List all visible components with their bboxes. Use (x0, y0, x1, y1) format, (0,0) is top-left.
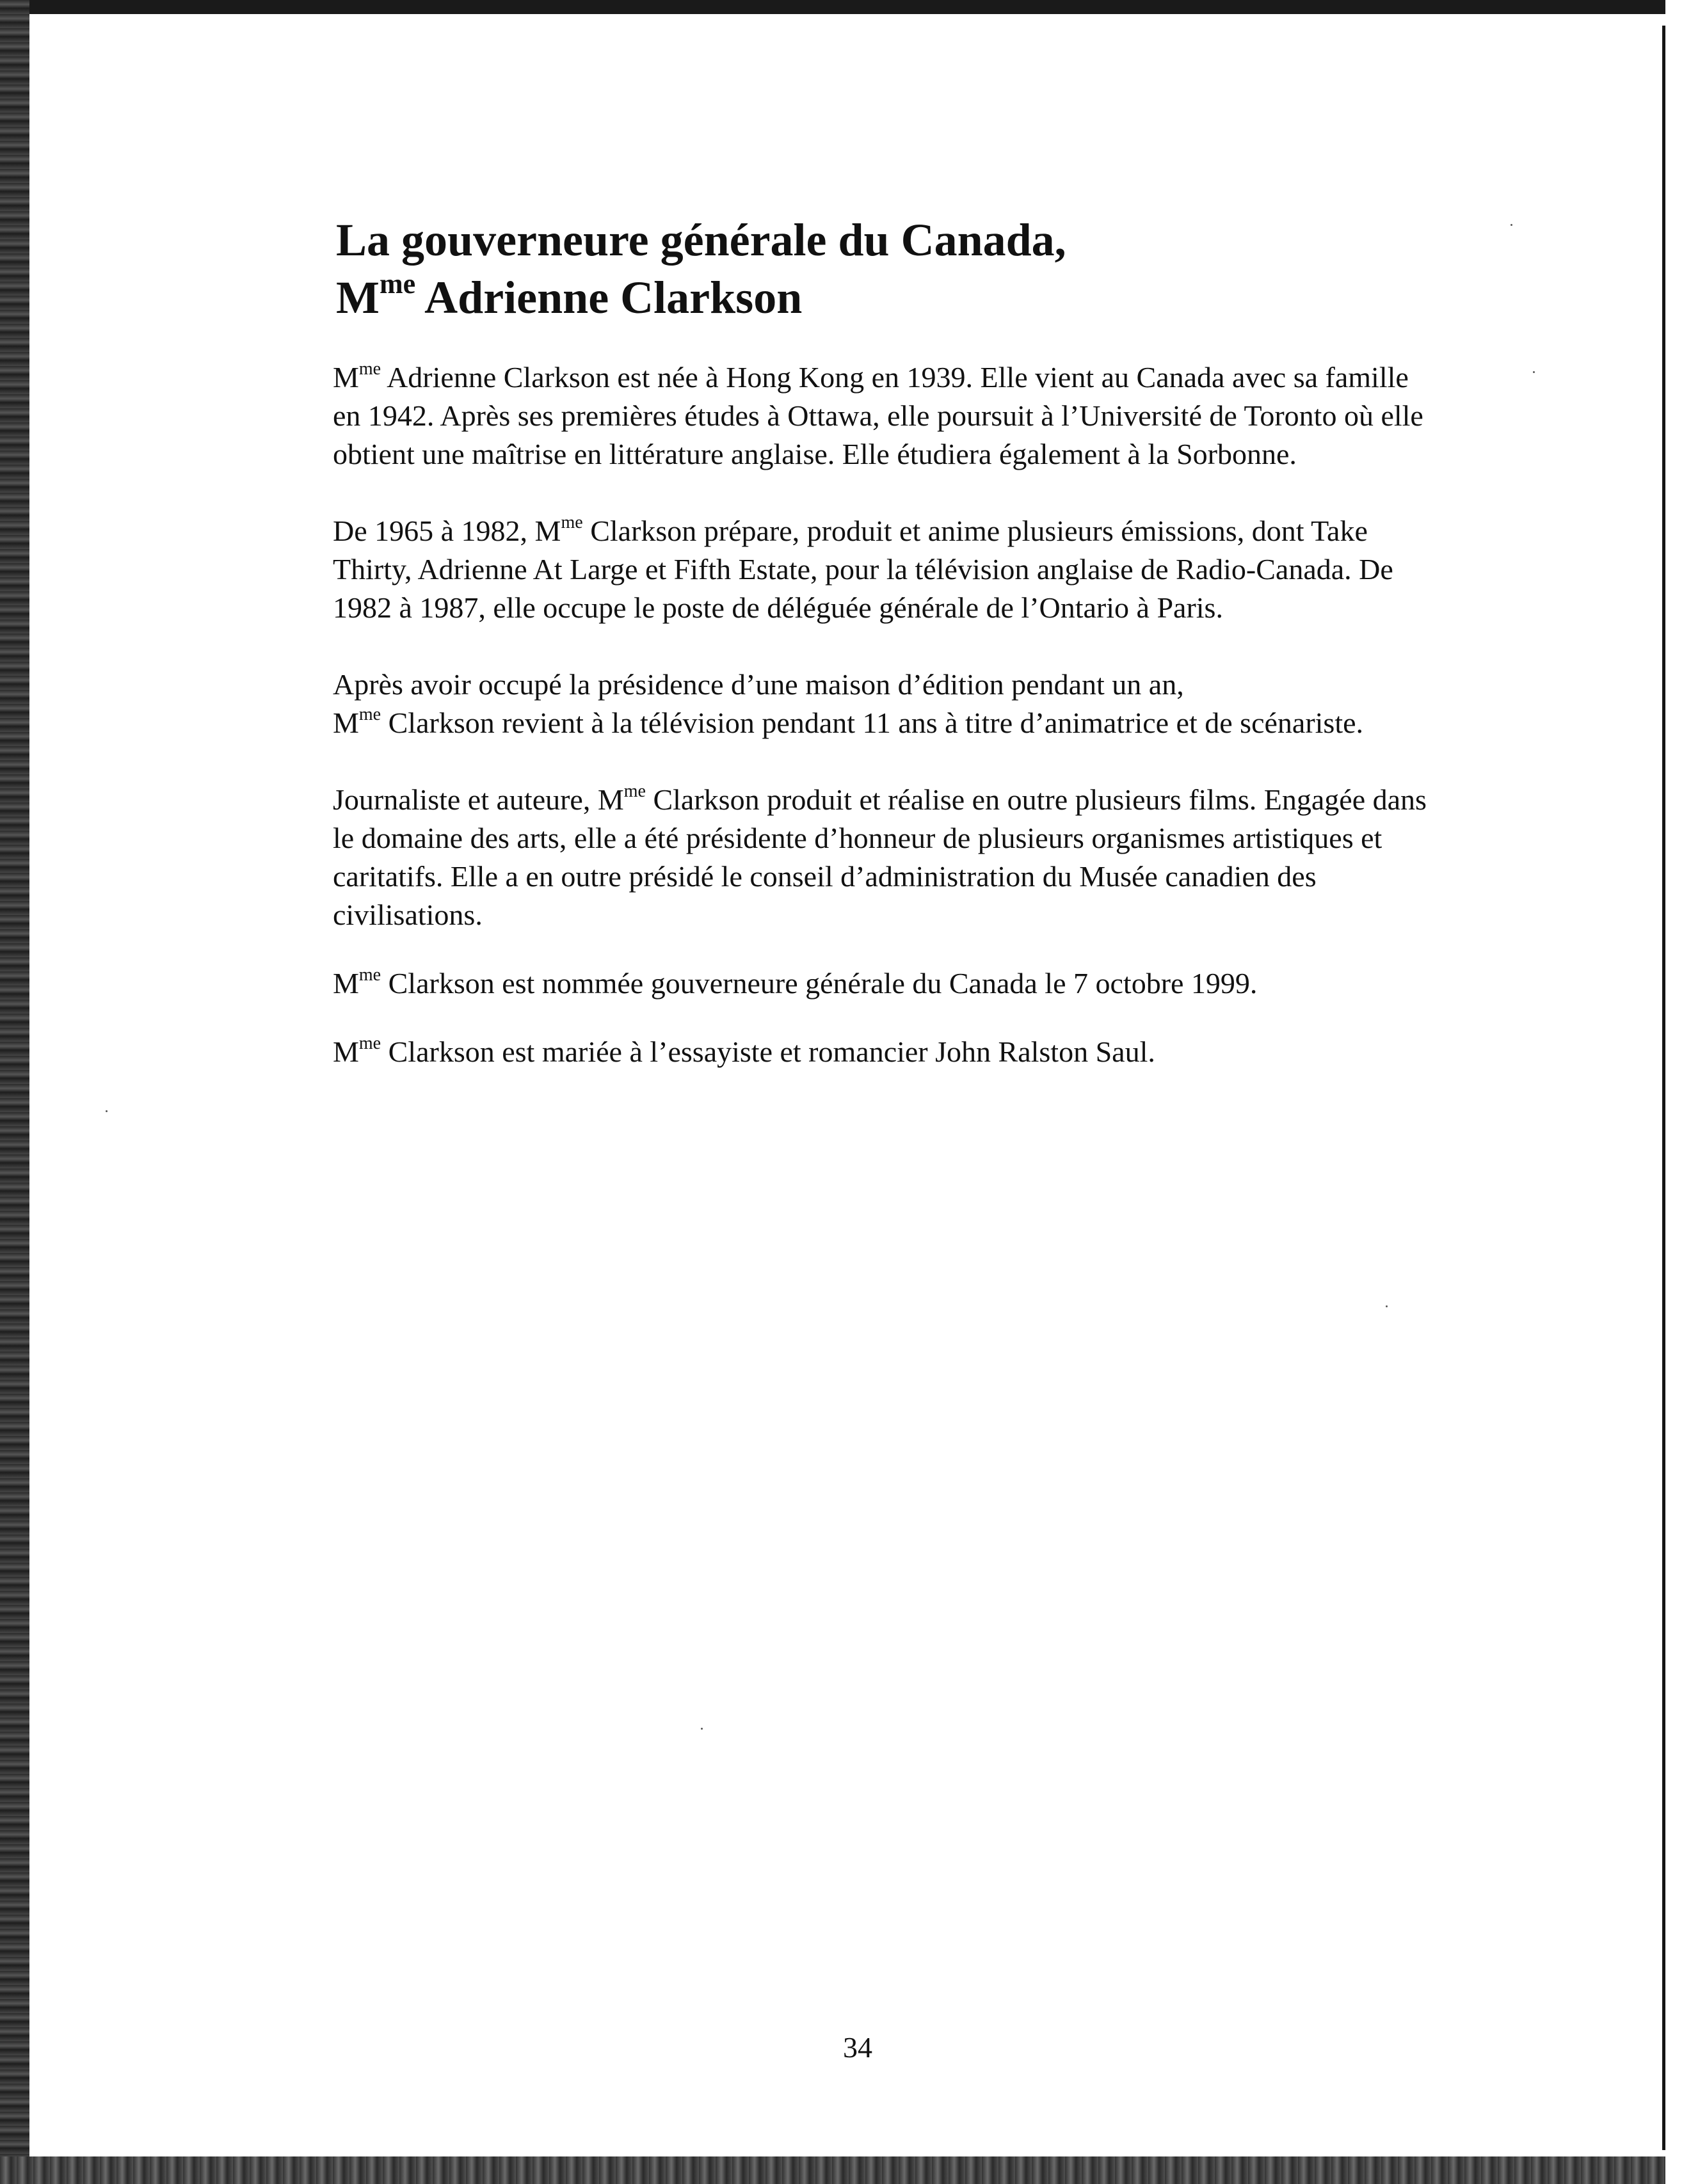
document-title (336, 211, 1488, 326)
scan-speck (1511, 224, 1512, 226)
document-body (333, 358, 1434, 1110)
scan-speck (1386, 1305, 1388, 1307)
title-line-1: La gouverneure générale du Canada, (336, 214, 1066, 266)
scan-margin-right (1665, 0, 1707, 2184)
title-line-2: $M^{me}$ Adrienne Clarkson (336, 268, 803, 323)
paragraph-television-career: De 1965 à 1982, $M^{me}$ Clarkson prépare, produit et anime plusieurs émissions, dont Take Thirty, Adrienne At Large et Fifth Estate, pour la télévision anglaise de Radio-Canada. De 1982 à 1987, elle occupe le poste de déléguée générale de l’Ontario à Paris. (333, 512, 1393, 624)
scan-speck (106, 1110, 108, 1112)
paragraph-publishing: Après avoir occupé la présidence d’une maison d’édition pendant un an, $M^{me}$ Clarkson revient à la télévision pendant 11 ans à titre d’animatrice et de scénariste. (333, 668, 1364, 739)
paragraph-marriage: $M^{me}$ Clarkson est mariée à l’essayiste et romancier John Ralston Saul. (333, 1033, 1155, 1068)
paragraph-arts: Journaliste et auteure, $M^{me}$ Clarkson produit et réalise en outre plusieurs films. Engagée dans le domaine des arts, elle a été présidente d’honneur de plusieurs organismes artistiques et caritatifs. Elle a en outre présidé le conseil d’administration du Musée canadien des civilisations. (333, 781, 1427, 931)
scan-border-top (0, 0, 1707, 14)
paragraph-appointment: $M^{me}$ Clarkson est nommée gouverneure générale du Canada le 7 octobre 1999. (333, 964, 1258, 1000)
page-number: 34 (843, 2031, 872, 2064)
scan-speck (1533, 371, 1535, 373)
paragraph-birth: $M^{me}$ Adrienne Clarkson est née à Hong Kong en 1939. Elle vient au Canada avec sa famille en 1942. Après ses premières études à Ottawa, elle poursuit à l’Université de Toronto où elle obtient une maîtrise en littérature anglaise. Elle étudiera également à la Sorbonne. (333, 358, 1423, 470)
scan-border-left (0, 0, 29, 2184)
scan-speck (701, 1728, 703, 1730)
scan-border-bottom (0, 2156, 1707, 2184)
